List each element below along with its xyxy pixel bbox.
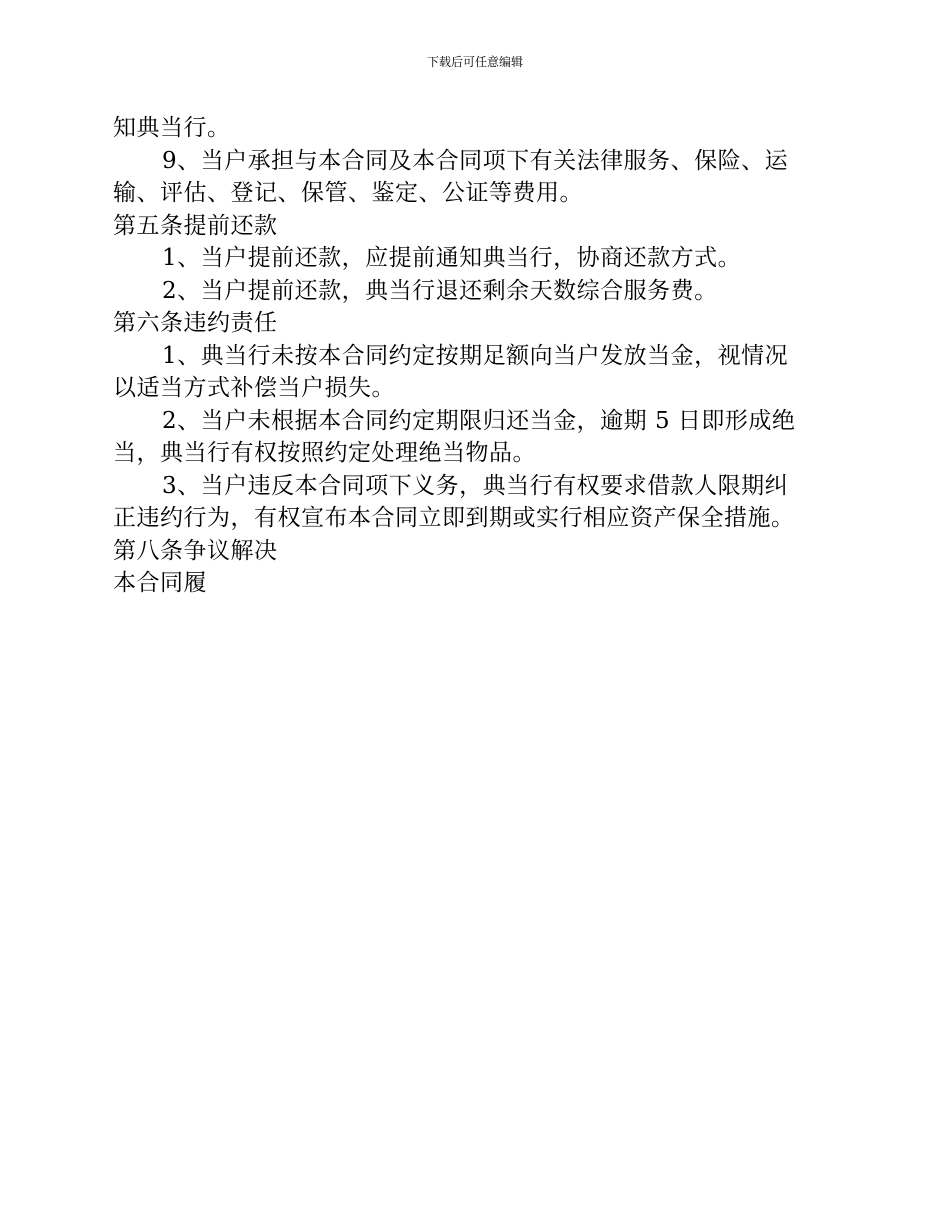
section-heading: 第八条争议解决 [113,537,278,564]
body-line: 1、当户提前还款，应提前通知典当行，协商还款方式。 [162,245,742,271]
section-heading: 第五条提前还款 [113,212,278,239]
body-line: 输、评估、登记、保管、鉴定、公证等费用。 [113,180,583,206]
body-line: 当，典当行有权按照约定处理绝当物品。 [113,440,536,466]
body-line: 1、典当行未按本合同约定按期足额向当户发放当金，视情况 [162,342,789,369]
page-header: 下载后可任意编辑 [426,55,523,69]
body-line: 3、当户违反本合同项下义务，典当行有权要求借款人限期纠 [162,472,789,499]
body-line: 知典当行。 [113,115,231,141]
body-line: 9、当户承担与本合同及本合同项下有关法律服务、保险、运 [162,147,789,174]
section-heading: 第六条违约责任 [113,310,278,336]
body-line: 正违约行为，有权宣布本合同立即到期或实行相应资产保全措施。 [113,505,795,531]
body-line: 本合同履 [113,570,207,596]
body-line: 以适当方式补偿当户损失。 [113,375,395,401]
body-line: 2、当户提前还款，典当行退还剩余天数综合服务费。 [162,277,718,304]
body-line: 2、当户未根据本合同约定期限归还当金，逾期 5 日即形成绝 [162,407,796,434]
document-body [113,112,823,600]
